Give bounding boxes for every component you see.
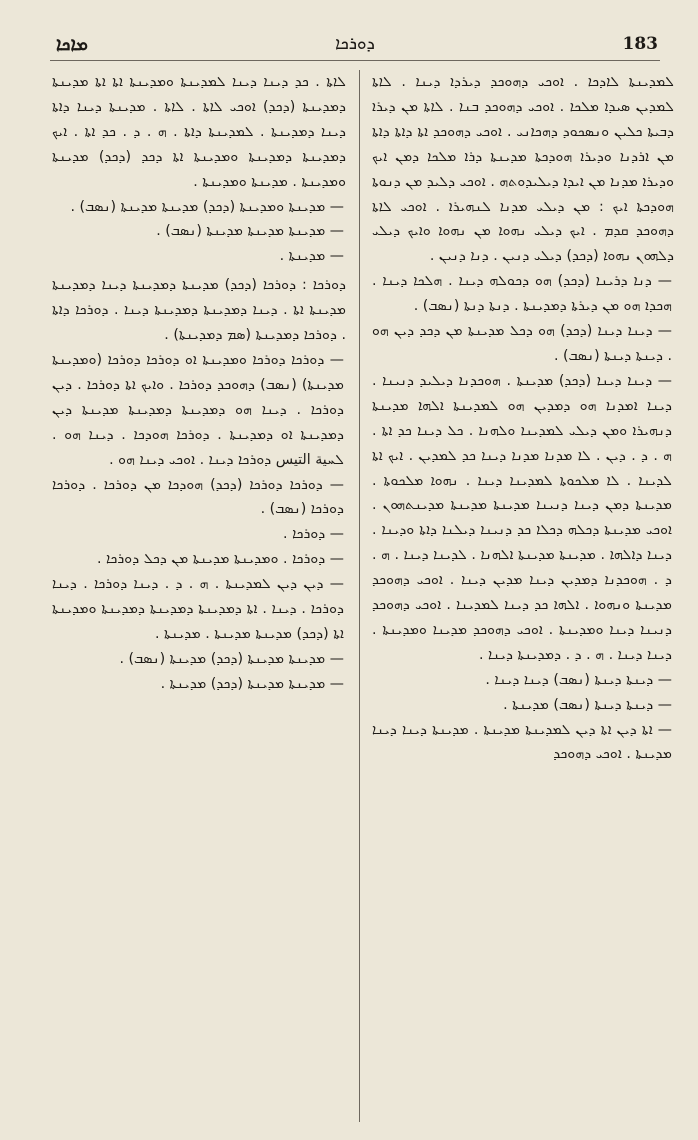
sub-entry: — ܕܢܐ ܕܪܝܢܐ (ܕܟܕ) ܗܘ ܕܟܘܠܗ ܕܝܢܐ . ܗܠܟܐ ܕܝܢܐ . ܗܟܕܐ ܗܘ ܡܢ ܕܝܪܬܐ ܕܡܕܝܢܬܐ . ܕܢܬܐ ܕܢܬܐ (ܢܣܒ) .: [372, 273, 672, 315]
sub-entry: — ܡܕܝܢܬܐ ܡܕܝܢܬܐ (ܕܟܕ) ܡܕܝܢܬܐ .: [160, 675, 344, 692]
sub-entry: — ܡܕܝܢܬܐ .: [279, 248, 344, 265]
sub-entry: — ܕܝܢܬܐ ܕܝܢܬܐ (ܢܣܒ) ܡܕܝܢܬܐ .: [503, 696, 672, 713]
sub-entry: — ܐܬܐ ܕܝܢ ܐܬܐ ܕܝܢ ܠܡܕܝܢܬܐ ܡܕܝܢܬܐ . ܡܕܝܢܬܐ ܕܝܢܐ ܕܝܢܐ ܡܕܝܢܬܐ . ܐܘܟܝ ܕܗܘܟܕ: [372, 721, 672, 763]
entry: ܠܐܬܐ . ܟܕ ܕܝܢܐ ܕܝܢܐ ܠܡܕܝܢܬܐ ܘܡܕܝܢܬܐ ܐܬܐ ܐܬܐ ܡܕܝܢܬܐ ܕܡܕܝܢܬܐ (ܕܟܕ) ܐܘܟܝ ܠܐܬܐ . ܠܐܬܐ . ܡܕܝܢܬܐ ܕܝܢܐ ܕܐܬܐ ܕܝܢܐ ܕܡܕܝܢܬܐ . ܠܡܕܝܢܬܐ ܕܐܬܐ . ܗ . ܕ . ܟܕ ܐܬܐ . ܐܝܟ ܕܡܕܝܢܬܐ ܕܡܕܝܢܬܐ ܘܡܕܝܢܬܐ ܐܬܐ ܕܟܕ (ܕܟܕ) ܡܕܝܢܬܐ ܘܡܕܝܢܬܐ . ܡܕܝܢܬܐ ܘܡܕܝܢܬܐ .: [52, 74, 346, 190]
sub-entry: — ܡܕܝܢܬܐ ܡܕܝܢܬܐ (ܕܟܕ) ܡܕܝܢܬܐ (ܢܣܒ) .: [119, 650, 344, 667]
entry: ܠܡܕܝܢܬܐ ܠܐܕܟܐ . ܐܘܟܝ ܕܗܘܟܕ ܕܝܪܕܐ ܕܝܢܐ . ܠܐܬܐ ܠܡܕܝܢ ܣܝܕܐ ܡܠܟܐ . ܐܘܟܝ ܕܗܘܟܕ ܒܢܐ . ܠܐܬܐ ܡܢ ܕܝܪܐ ܕܒܝܬܐ ܟܠܝܢ ܘܢܣܟܘܕ ܕܗܟܐܢܝ . ܐܘܟܝ ܕܗܘܟܕ ܐܬܐ ܕܐܬܐ ܕܐܬܐ ܡܢ ܐܪܕܢܐ ܘܕܝܪܐ ܗܘܕܟܬܐ ܡܕܝܢܬܐ ܕܪܐ ܡܠܟܐ ܕܡܢ ܐܝܟ ܘܕܝܪܐ ܡܕܢܐ ܡܢ ܐܝܕܐ ܕܝܠܝܕܘܬܗ . ܐܘܟܝ ܕܠܝܕ ܡܢ ܕܢܘܬܐ ܗܘܕܟܬܐ ܐܝܟ : ܡܢ ܕܝܠܝ ܡܕܢܐ ܠܢܗܝܪܐ . ܐܘܟܝ ܠܐܬܐ ܕܗܘܟܕ ܩܕܡ . ܐܝܟ ܕܝܠܝ ܢܗܘܐ ܡܢ ܢܗܘܐ ܘܐܝܟ ܕܝܠܝ ܕܠܗܘܢ ܢܗܘܐ (ܕܟܕ) ܕܝܠܝ ܕܢܝܢ . ܕܢܐ ܕܢܝܢ .: [372, 74, 674, 265]
sub-entry: — ܕܝܢܬܐ ܕܝܢܬܐ (ܢܣܒ) ܕܝܢܐ ܕܝܢܐ .: [485, 671, 672, 688]
sub-entry: — ܕܘܪܟܐ .: [283, 526, 344, 543]
left-column: [52, 70, 346, 1126]
sub-entry: — ܕܘܪܟܐ ܕܘܪܟܐ ܘܡܕܝܢܬܐ ܐܘ ܕܘܪܟܐ ܕܘܪܟܐ (ܘܡܕܝܢܬܐ ܡܕܝܢܬܐ) (ܢܣܒ) ܕܗܘܟܕ ܕܘܪܟܐ . ܘܐܝܟ ܐܬܐ ܕܘܪܟܐ . ܕܝܢ ܕܘܪܟܐ . ܕܝܢܐ ܗܘ ܕܡܕܝܢܬܐ ܕܡܕܝܢܬܐ ܡܕܝܢܬܐ ܕܝܢ ܕܡܕܝܢܬܐ ܐܘ ܕܡܕܝܢܬܐ . ܕܘܪܟܐ ܗܘܕܟܐ . ܕܝܢܐ ܗܘ . ܠܚية التيس ܕܘܪܟܐ ܕܝܢܐ . ܐܘܟܝ ܕܝܢܐ ܗܘ .: [52, 351, 344, 468]
sub-entry: — ܕܘܪܟܐ ܕܘܪܟܐ (ܕܟܕ) ܗܘܕܟܐ ܡܢ ܕܘܪܟܐ . ܕܘܪܟܐ ܕܘܪܟܐ (ܢܣܒ) .: [52, 476, 344, 518]
column-divider: [359, 70, 360, 1122]
sub-entry: — ܡܕܝܢܬܐ ܘܡܕܝܢܬܐ (ܕܟܕ) ܡܕܝܢܬܐ ܡܕܝܢܬܐ (ܢܣܒ) .: [70, 198, 344, 215]
sub-entry: — ܕܝܢܐ ܕܝܢܐ (ܕܟܕ) ܡܕܝܢܬܐ . ܗܘܟܕܢܐ ܕܝܠܝܕ ܕܢܝܢܐ . ܕܝܢܐ ܐܡܕܢܐ ܗܘ ܕܡܕܝܢ ܗܘ ܠܡܕܝܢܬܐ ܐܠܗܐ ܡܕܝܢܬܐ ܕܢܗܝܪܐ ܘܡܢ ܕܝܠܝ ܠܡܕܝܢܐ ܘܠܗܢܐ . ܟܠ ܕܝܢܐ ܟܕ ܐܬܐ . ܗ . ܕ . ܕܝܢ . ܠܐ ܡܕܢܐ ܡܕܢܐ ܕܝܢܐ ܟܕ ܠܡܕܝܢ . ܐܝܟ ܐܬܐ ܠܕܝܢܐ . ܠܐ ܡܠܟܘܬܐ ܠܡܕܝܢܐ ܕܝܢܐ . ܢܗܘܐ ܡܠܟܘܬܐ . ܡܕܝܢܬܐ ܕܡܢ ܕܝܢܐ ܕܢܝܢܐ ܡܕܝܢܬܐ ܡܕܝܢܬܐ ܡܕܝܢܬܗܘܢ . ܐܘܟܝ ܡܕܝܢܬܐ ܕܟܠܗ ܕܟܠܐ ܟܕ ܕܢܝܢܐ ܕܝܠܢܐ ܕܐܬܐ ܘܕܝܢܐ . ܕܝܢܐ ܕܐܠܗܐ . ܡܕܝܢܬܐ ܡܕܝܢܬܐ ܐܠܗܢܐ . ܠܕܝܢܐ ܕܝܢܐ . ܗ . ܕ . ܗܘܟܕܢܐ ܕܡܕܝܢ ܕܝܢܐ ܡܕܝܢ ܕܝܢܐ . ܐܘܟܝ ܕܗܘܟܕ ܡܕܝܢܬܐ ܘܢܗܘܐ . ܐܠܗܐ ܟܕ ܕܝܢܐ ܠܡܕܝܢܐ . ܐܘܟܝ ܕܗܘܟܕ ܕܢܝܢܐ ܕܝܢܐ ܘܡܕܝܢܬܐ . ܐܘܟܝ ܕܗܘܟܕ ܡܕܝܢܐ ܘܡܕܝܢܬܐ . ܕܝܢܐ ܕܝܢܐ . ܗ . ܕ . ܕܡܕܝܢܬܐ ܕܝܢܐ .: [372, 372, 672, 663]
sub-entry: — ܡܕܝܢܬܐ ܡܕܝܢܬܐ ܡܕܝܢܬܐ (ܢܣܒ) .: [156, 223, 344, 240]
right-column: [372, 70, 674, 1126]
sub-entry: — ܕܘܪܟܐ . ܘܡܕܝܢܬܐ ܡܕܝܢܬܐ ܡܢ ܕܟܠ ܕܘܪܟܐ .: [96, 551, 344, 568]
header-catchword: ܡܐܟܐ: [56, 34, 88, 55]
page-number: 183: [622, 34, 658, 54]
sub-entry: — ܕܝܢܐ ܕܝܢܐ (ܕܟܕ) ܗܘ ܕܟܠ ܡܕܝܢܬܐ ܡܢ ܕܟܕ ܕܝܢ ܗܘ . ܕܝܢܬܐ ܕܝܢܬܐ (ܢܣܒ) .: [372, 323, 672, 364]
running-header: [50, 30, 660, 61]
sub-entry: — ܕܝܢ ܕܝܢ ܠܡܕܝܢܬܐ . ܗ . ܕ . ܕܝܢܐ ܕܘܪܟܐ . ܕܝܢܐ ܕܘܪܟܐ . ܕܝܢܐ . ܐܬܐ ܕܡܕܝܢܬܐ ܕܡܕܝܢܬܐ ܕܡܕܝܢܬܐ ܘܡܕܝܢܬܐ ܐܬܐ (ܕܟܕ) ܡܕܝܢܬܐ ܡܕܝܢܬܐ . ܡܕܝܢܬܐ .: [52, 576, 344, 642]
header-title: ܕܘܪܟܐ: [335, 34, 375, 54]
headword-entry: ܕܘܪܟܐ : ܕܘܪܟܐ (ܕܟܕ) ܡܕܝܢܬܐ ܕܡܕܝܢܬܐ ܕܝܢܐ ܕܡܕܝܢܬܐ ܡܕܝܢܬܐ ܐܬܐ . ܕܝܢܐ ܕܡܕܝܢܬܐ ܕܡܕܝܢܬܐ ܕܝܢܐ . ܕܘܪܟܐ ܕܐܬܐ . ܕܘܪܟܐ ܕܡܕܝܢܬܐ (ܣܡ ܕܡܕܝܢܬܐ) .: [52, 277, 346, 344]
